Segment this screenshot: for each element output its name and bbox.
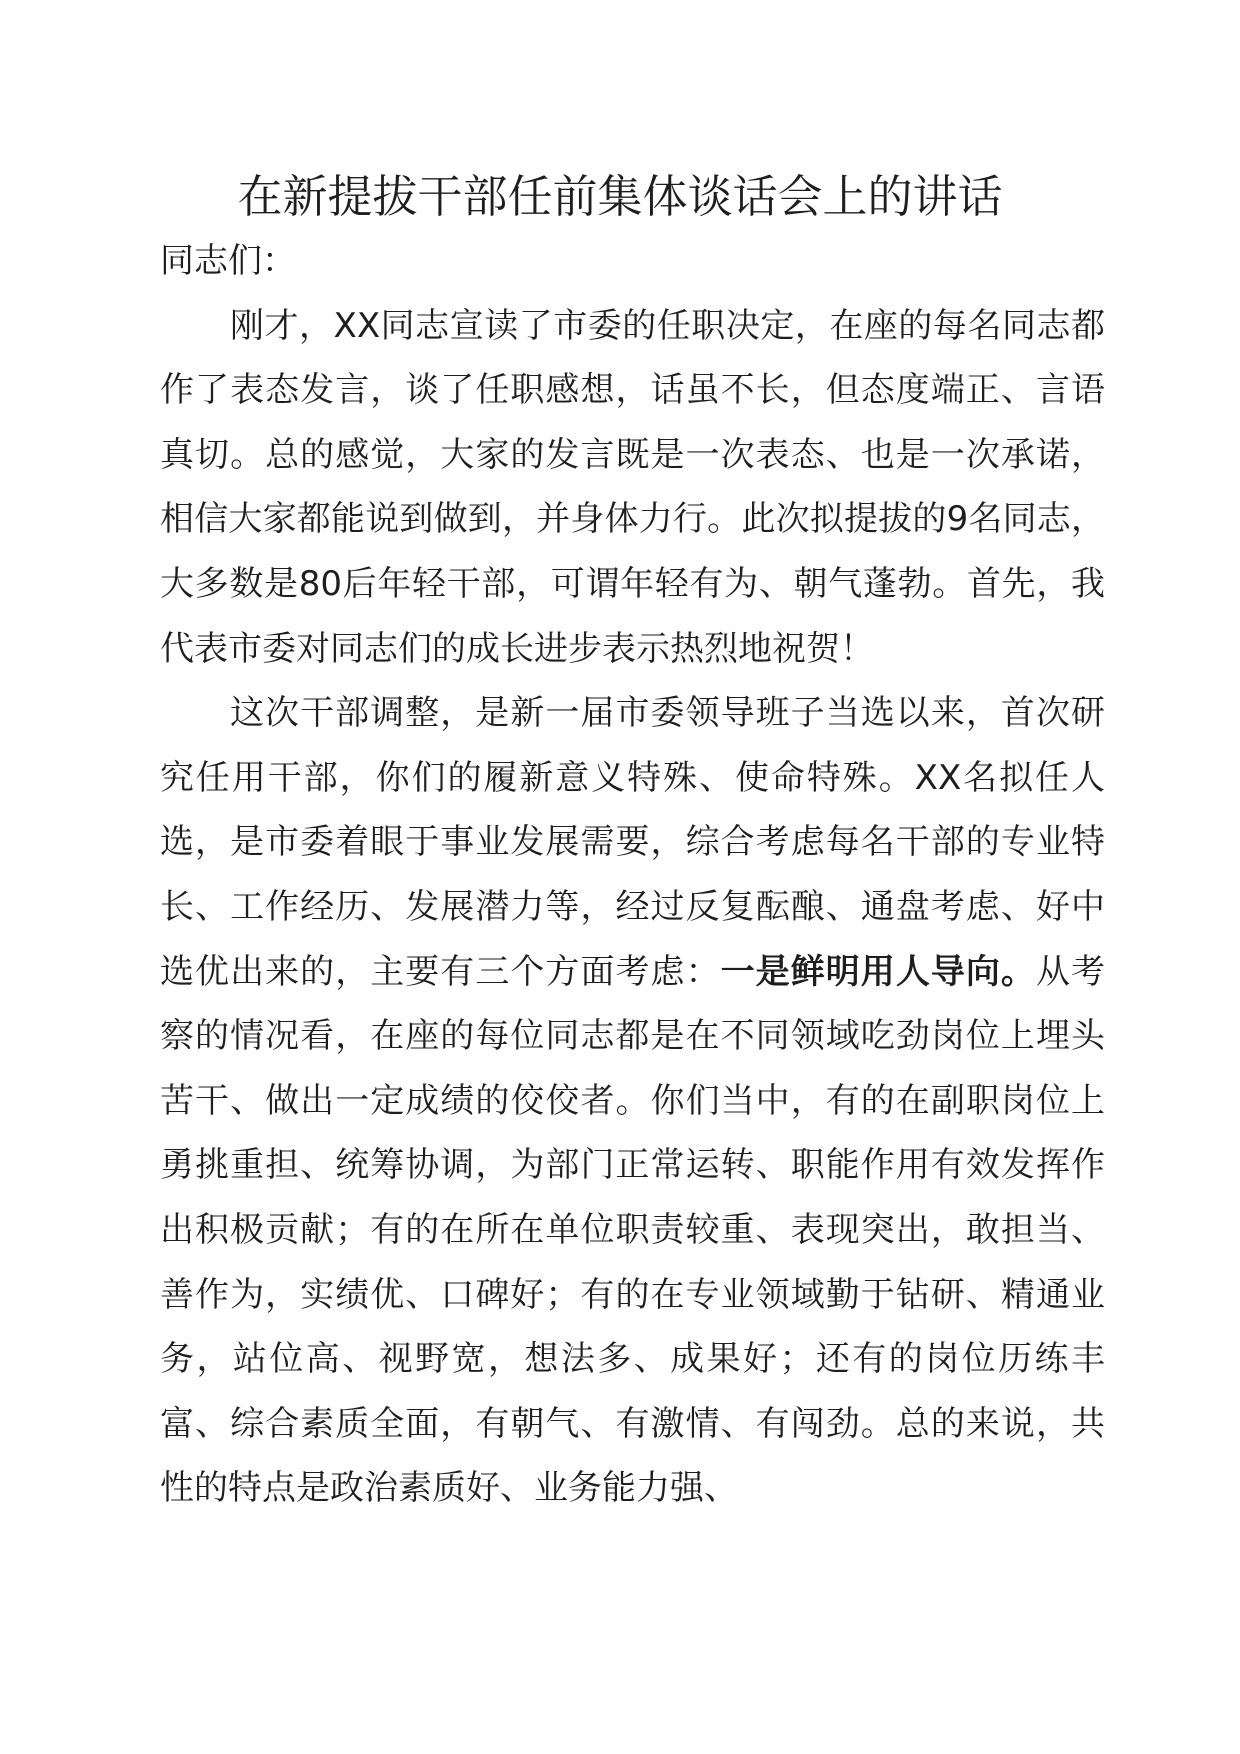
document-title: 在新提拔干部任前集体谈话会上的讲话 bbox=[237, 170, 1003, 223]
salutation: 同志们： bbox=[160, 241, 296, 281]
paragraph-2-bold-heading: 一是鲜明用人导向。 bbox=[720, 951, 1036, 992]
paragraph-2-text-before-bold: 这次干部调整，是新一届市委领导班子当选以来，首次研究任用干部，你们的履新意义特殊、使命特殊。XX名拟任人选，是市委着眼于事业发展需要，综合考虑每名干部的专业特长、工作经历、发展潜力等，经过反复酝酿、通盘考虑、好中选优出来的，主要有三个方面考虑： bbox=[160, 693, 1105, 992]
paragraph-2-text-after-bold: 从考察的情况看，在座的每位同志都是在不同领域吃劲岗位上埋头苦干、做出一定成绩的佼佼者。你们当中，有的在副职岗位上勇挑重担、统筹协调，为部门正常运转、职能作用有效发挥作出积极贡献；有的在所在单位职责较重、表现突出，敢担当、善作为，实绩优、口碑好；有的在专业领域勤于钻研、精通业务，站位高、视野宽，想法多、成果好；还有的岗位历练丰富、综合素质全面，有朝气、有激情、有闯劲。总的来说，共性的特点是政治素质好、业务能力强、 bbox=[160, 951, 1106, 1509]
document-body bbox=[160, 229, 1105, 1521]
paragraph-2 bbox=[160, 681, 1105, 1521]
paragraph-1: 刚才，XX同志宣读了市委的任职决定，在座的每名同志都作了表态发言，谈了任职感想，话虽不长，但态度端正、言语真切。总的感觉，大家的发言既是一次表态、也是一次承诺，相信大家都能说到做到，并身体力行。此次拟提拔的9名同志，大多数是80后年轻干部，可谓年轻有为、朝气蓬勃。首先，我代表市委对同志们的成长进步表示热烈地祝贺！ bbox=[160, 305, 1105, 669]
